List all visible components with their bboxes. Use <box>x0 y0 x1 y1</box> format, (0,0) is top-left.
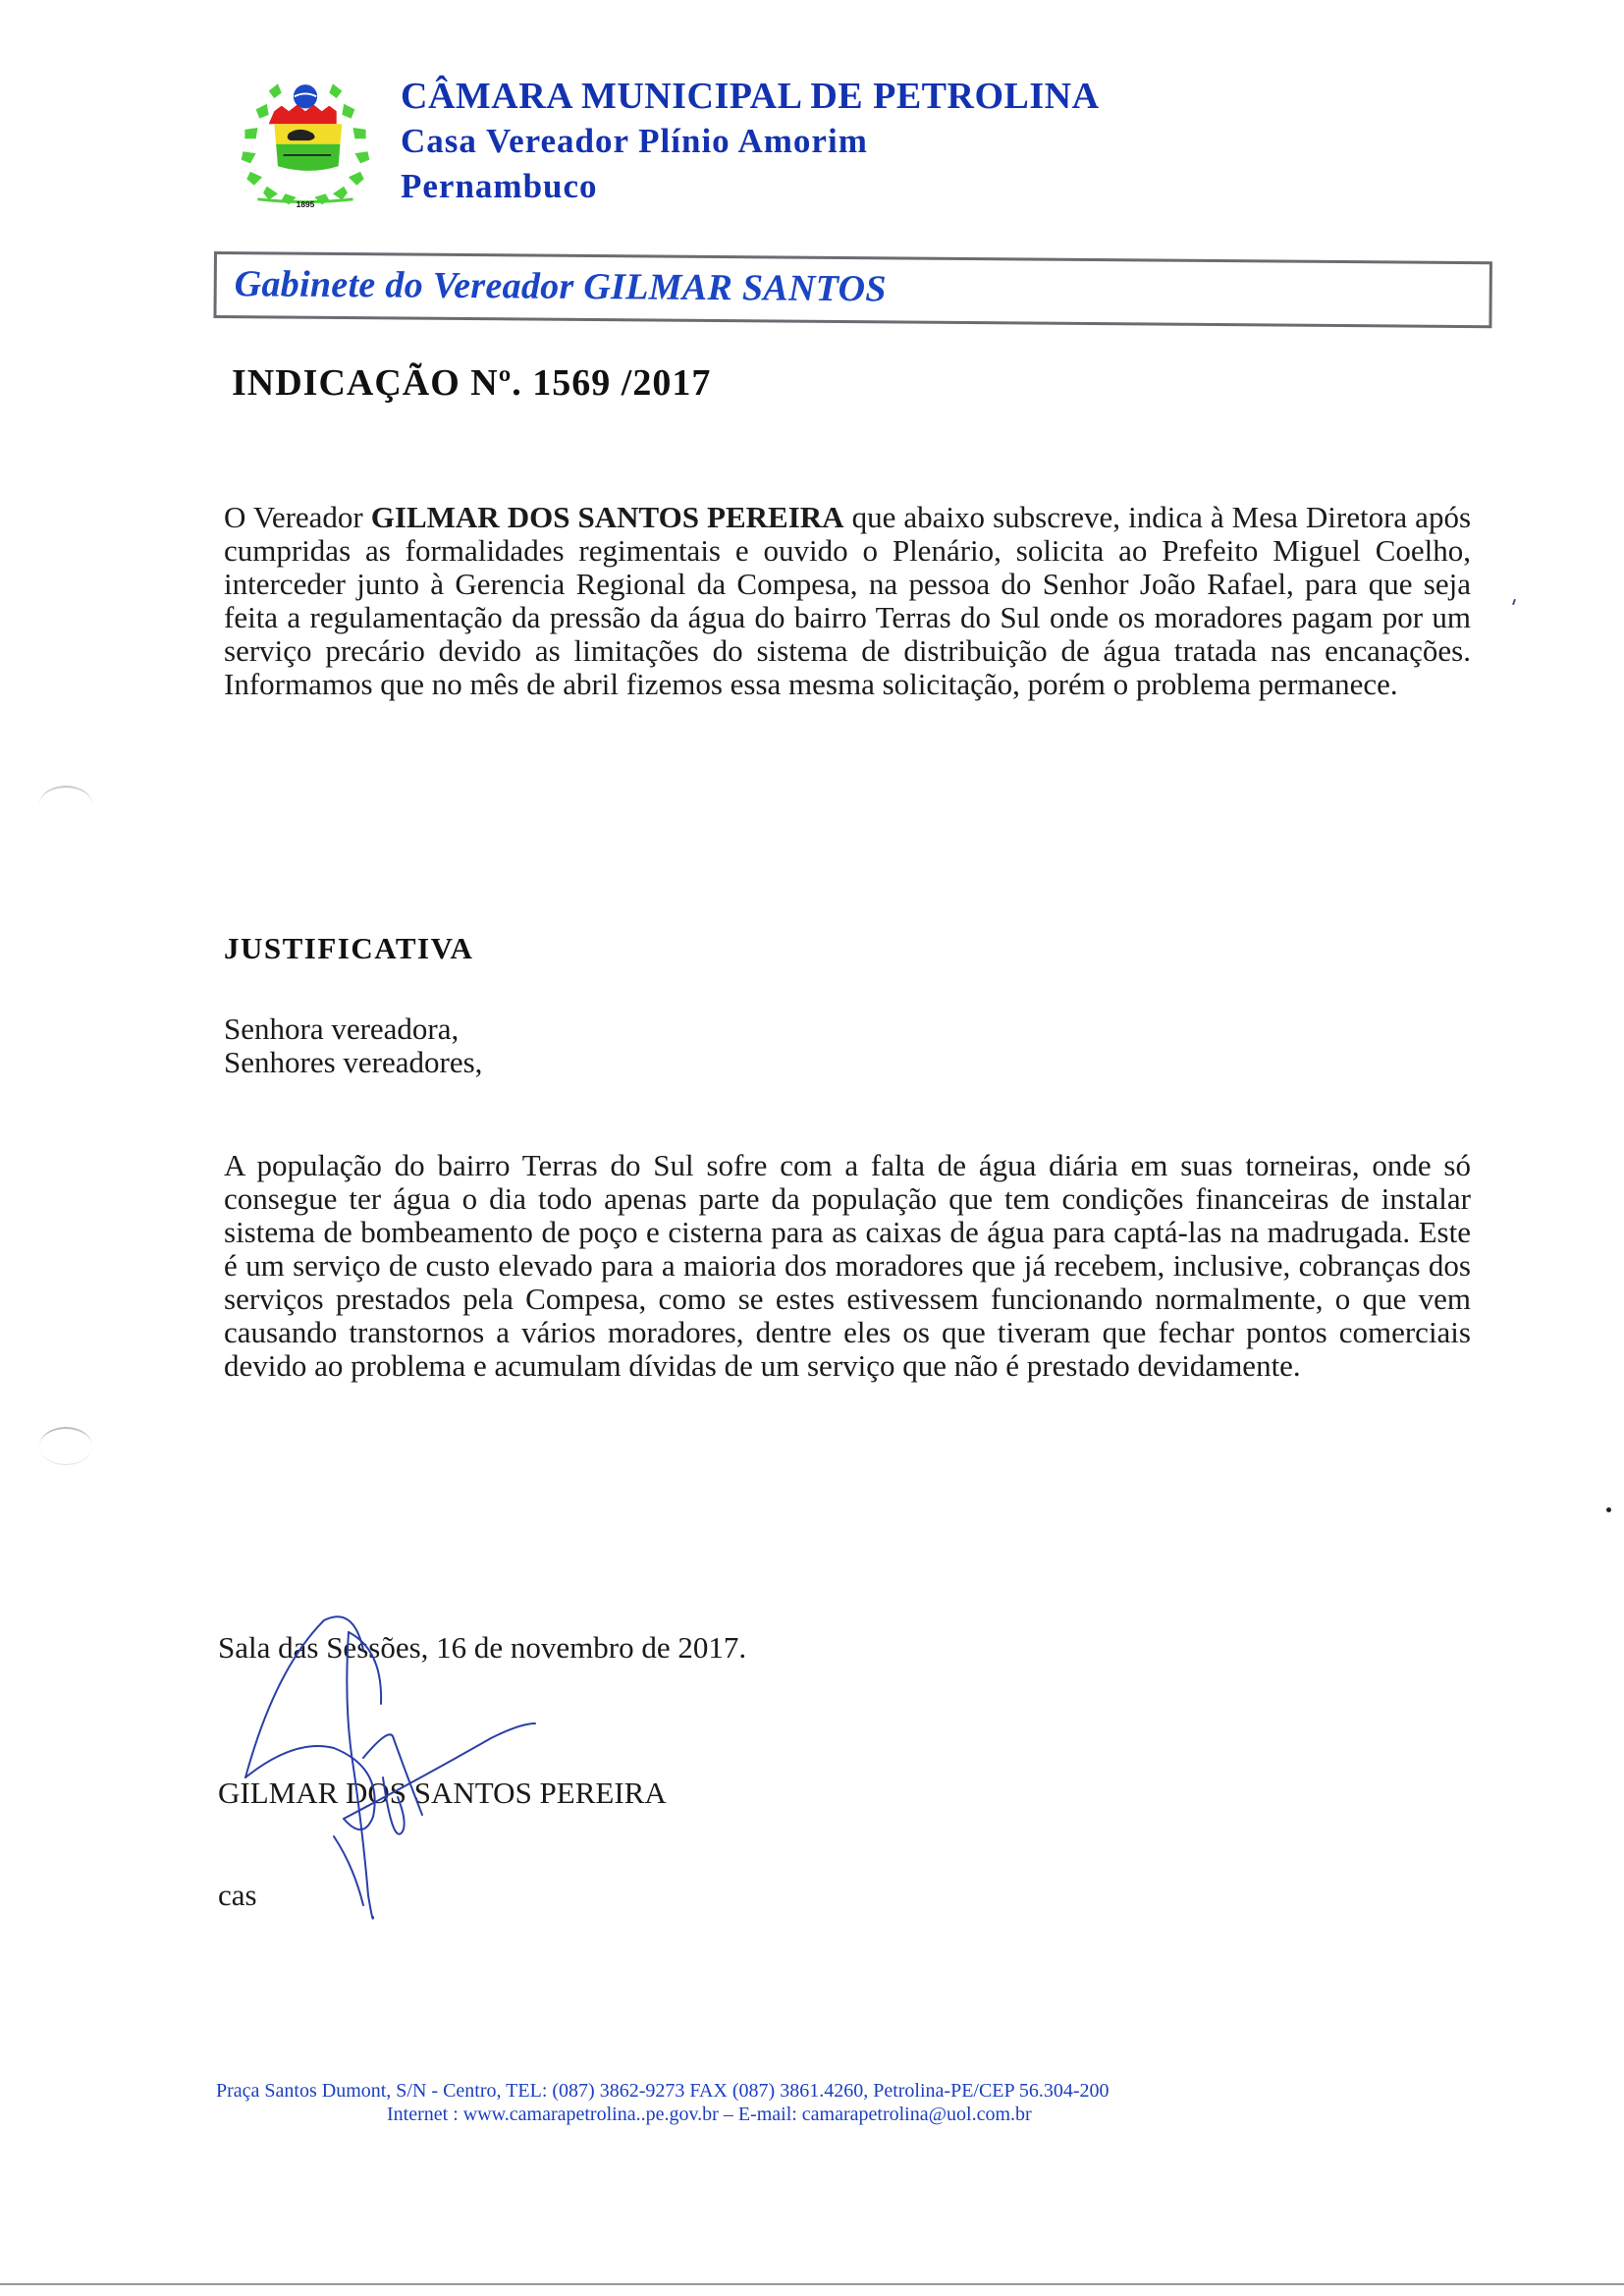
handwritten-signature <box>236 1611 550 1935</box>
salutation-line-1: Senhora vereadora, <box>224 1011 460 1046</box>
place-and-date: Sala das Sessões, 16 de novembro de 2017. <box>218 1630 747 1665</box>
margin-mark <box>1512 599 1516 605</box>
intro-body: que abaixo subscreve, indica à Mesa Diretora após cumpridas as formalidades regimentais e ouvido o Plenário, solicita ao Prefeito Miguel Coelho, interceder junto à Gerencia Regional da Compesa, na pessoa do Senhor João Rafael, para que seja feita a regulamentação da pressão da água do bairro Terras do Sul onde os moradores pagam por um serviço precário devido as limitações do sistema de distribuição de água tratada nas encanações. Informamos que no mês de abril fizemos essa mesma solicitação, porém o problema permanece. <box>224 500 1472 701</box>
salutation-line-2: Senhores vereadores, <box>224 1045 483 1079</box>
footer-contact: Internet : www.camarapetrolina..pe.gov.br – E-mail: camarapetrolina@uol.com.br <box>387 2104 1032 2125</box>
typist-initials: cas <box>218 1878 257 1912</box>
intro-paragraph <box>224 501 1471 701</box>
punch-hole-mark <box>39 786 92 823</box>
justification-paragraph: A população do bairro Terras do Sul sofre com a falta de água diária em suas torneiras, onde só consegue ter água o dia todo apenas parte da população que tem condições financeiras de instalar sistema de bombeamento de poço e cisterna para as caixas de água para captá-las na madrugada. Este é um serviço de custo elevado para a maioria dos moradores que já recebem, inclusive, cobranças dos serviços prestados pela Compesa, como se estes estivessem funcionando normalmente, o que vem causando transtornos a vários moradores, dentre eles os que tiveram que fechar pontos comerciais devido ao problema e acumulam dívidas de um serviço que não é prestado devidamente. <box>224 1148 1471 1383</box>
office-banner <box>213 251 1491 328</box>
document-title: INDICAÇÃO Nº. 1569 /2017 <box>232 362 712 404</box>
punch-hole-mark <box>39 1427 92 1465</box>
institution-name: CÂMARA MUNICIPAL DE PETROLINA <box>401 76 1100 117</box>
signer-name: GILMAR DOS SANTOS PEREIRA <box>218 1776 667 1810</box>
justification-heading: JUSTIFICATIVA <box>224 931 474 965</box>
office-label: Gabinete do Vereador GILMAR SANTOS <box>234 263 887 310</box>
margin-dot <box>1606 1507 1611 1512</box>
page-edge-line <box>0 2283 1624 2285</box>
councilor-name: GILMAR DOS SANTOS PEREIRA <box>370 500 844 534</box>
coat-of-arms-icon <box>232 73 379 210</box>
state-name: Pernambuco <box>401 167 598 205</box>
footer-address: Praça Santos Dumont, S/N - Centro, TEL: (087) 3862-9273 FAX (087) 3861.4260, Petrolina-PE/CEP 56.304-200 <box>216 2080 1110 2102</box>
crest-caption: 1895 <box>296 199 315 210</box>
house-name: Casa Vereador Plínio Amorim <box>401 122 868 160</box>
intro-lead: O Vereador <box>224 500 371 534</box>
